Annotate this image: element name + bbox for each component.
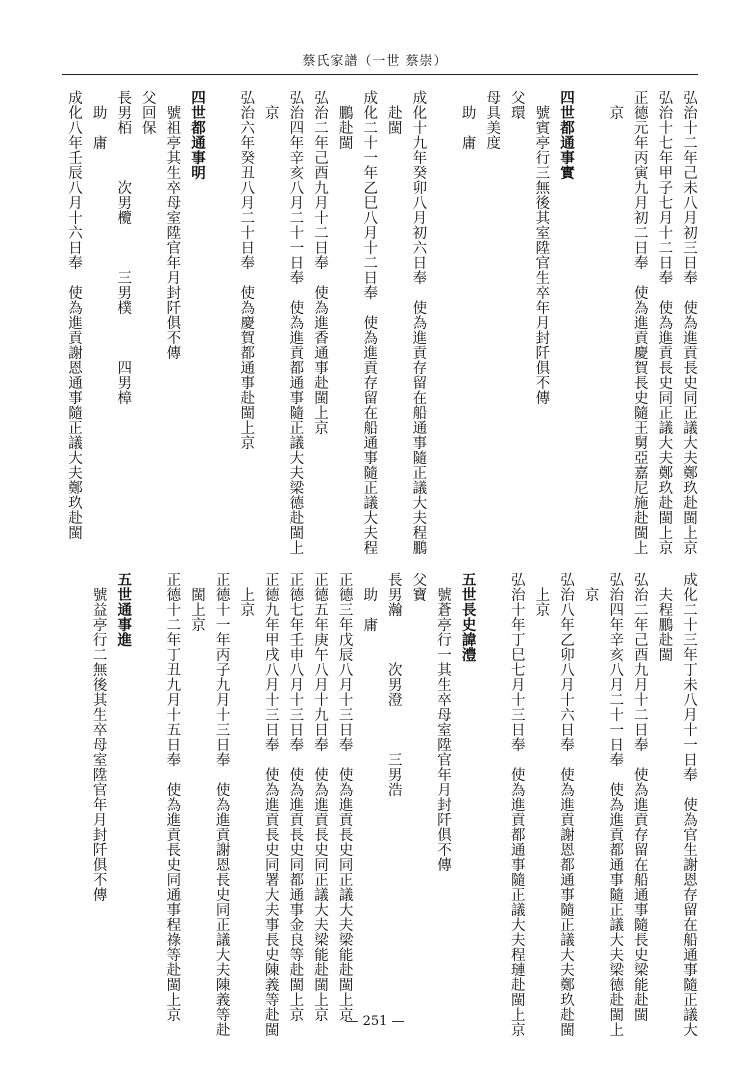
text-column: 弘治十年丁巳七月十三日奉 使為進貢都通事隨正議大夫程璉赴閩上京	[508, 572, 525, 1037]
text-column: 鵬赴閩	[336, 90, 353, 150]
text-column: 父環	[508, 90, 525, 120]
text-column: 正德三年戊辰八月十三日奉 使為進貢長史同正議大夫梁能赴閩上京	[336, 572, 353, 1022]
text-column: 弘治六年癸丑八月二十日奉 使為慶賀都通事赴閩上京	[238, 90, 255, 450]
text-column: 助 庸	[459, 90, 476, 150]
text-column: 父寶	[410, 572, 427, 602]
text-column: 成化八年壬辰八月十六日奉 使為進貢謝恩通事隨正議大夫鄭玖赴閩	[66, 90, 82, 540]
section-heading: 五世長史諱澧	[459, 572, 477, 662]
text-column: 弘治二年己酉九月十二日奉 使為進香通事赴閩上京	[312, 90, 328, 435]
text-column: 京	[582, 572, 599, 602]
text-column: 夫程鵬赴閩	[656, 572, 673, 662]
text-column: 正德元年丙寅九月初二日奉 使為進貢慶賀長史隨王舅亞嘉尼施赴閩上	[631, 90, 648, 555]
text-column: 母具美度	[484, 90, 501, 150]
text-column: 成化二十一年乙巳八月十二日奉 使為進貢存留在船通事隨正議大夫程	[361, 90, 378, 555]
page-header: 蔡氏家譜（一世 蔡崇）	[302, 54, 448, 69]
text-column: 正德七年壬申八月十三日奉 使為進貢長史同都通事金良等赴閩上京	[287, 572, 304, 1022]
text-column: 號祖亭其生卒母室陞官年月封阡俱不傳	[164, 90, 181, 360]
text-column: 長男瀚 次男澄 三男浩	[385, 572, 402, 797]
section-heading: 四世都通事實	[558, 90, 575, 180]
text-column: 成化十九年癸卯八月初六日奉 使為進貢存留在船通事隨正議大夫程鵬	[410, 90, 427, 555]
text-column: 助 庸	[90, 90, 107, 150]
text-column: 弘治四年辛亥八月二十一日奉 使為進貢都通事隨正議大夫梁德赴閩上	[287, 90, 304, 555]
text-column: 號益亭行二無後其生卒母室陞官年月封阡俱不傳	[90, 572, 107, 902]
text-column: 長男栢 次男欖 三男樸 四男樟	[115, 90, 132, 405]
text-column: 正德九年甲戌八月十三日奉 使為進貢長史同署大夫事長史陳義等赴閩	[262, 572, 279, 1037]
text-column: 正德十一年丙子九月十三日奉 使為進貢謝恩長史同正議大夫陳義等赴	[213, 572, 230, 1037]
text-column: 弘治十七年甲子七月十二日奉 使為進貢長史同正議大夫鄭玖赴閩上京	[656, 90, 673, 555]
section-heading: 五世通事進	[115, 572, 133, 647]
text-column: 赴閩	[385, 90, 402, 135]
text-column: 父回保	[139, 90, 156, 135]
text-column: 號賓亭行三無後其室陞官生卒年月封阡俱不傳	[533, 90, 550, 405]
text-column: 閩上京	[189, 572, 205, 632]
text-column: 成化二十三年丁未八月十一日奉 使為官生謝恩存留在船通事隨正議大	[681, 572, 697, 1037]
header-rule	[62, 74, 698, 75]
section-heading: 四世都通事明	[189, 90, 206, 180]
text-column: 正德十二年丁丑九月十五日奉 使為進貢長史同通事程祿等赴閩上京	[164, 572, 181, 1022]
text-column: 助 庸	[361, 572, 378, 632]
text-column: 弘治十二年己未八月初三日奉 使為進貢長史同正議大夫鄭玖赴閩上京	[681, 90, 697, 555]
text-column: 正德五年庚午八月十九日奉 使為進貢長史同正議大夫梁能赴閩上京	[312, 572, 328, 1022]
text-column: 弘治二年己酉九月十二日奉 使為進貢存留在船通事隨長史梁能赴閩	[631, 572, 648, 1022]
text-column: 京	[607, 90, 624, 120]
text-column: 弘治四年辛亥八月二十一日奉 使為進貢都通事隨正議大夫梁德赴閩上	[607, 572, 624, 1037]
text-column: 弘治八年乙卯八月十六日奉 使為進貢謝恩都通事隨正議大夫鄭玖赴閩	[558, 572, 574, 1037]
page-number: — 251 —	[345, 1014, 405, 1029]
text-column: 上京	[533, 572, 550, 617]
text-column: 京	[262, 90, 279, 120]
text-column: 號蒼亭行一其生卒母室陞官年月封阡俱不傳	[435, 572, 451, 872]
text-column: 上京	[238, 572, 255, 617]
